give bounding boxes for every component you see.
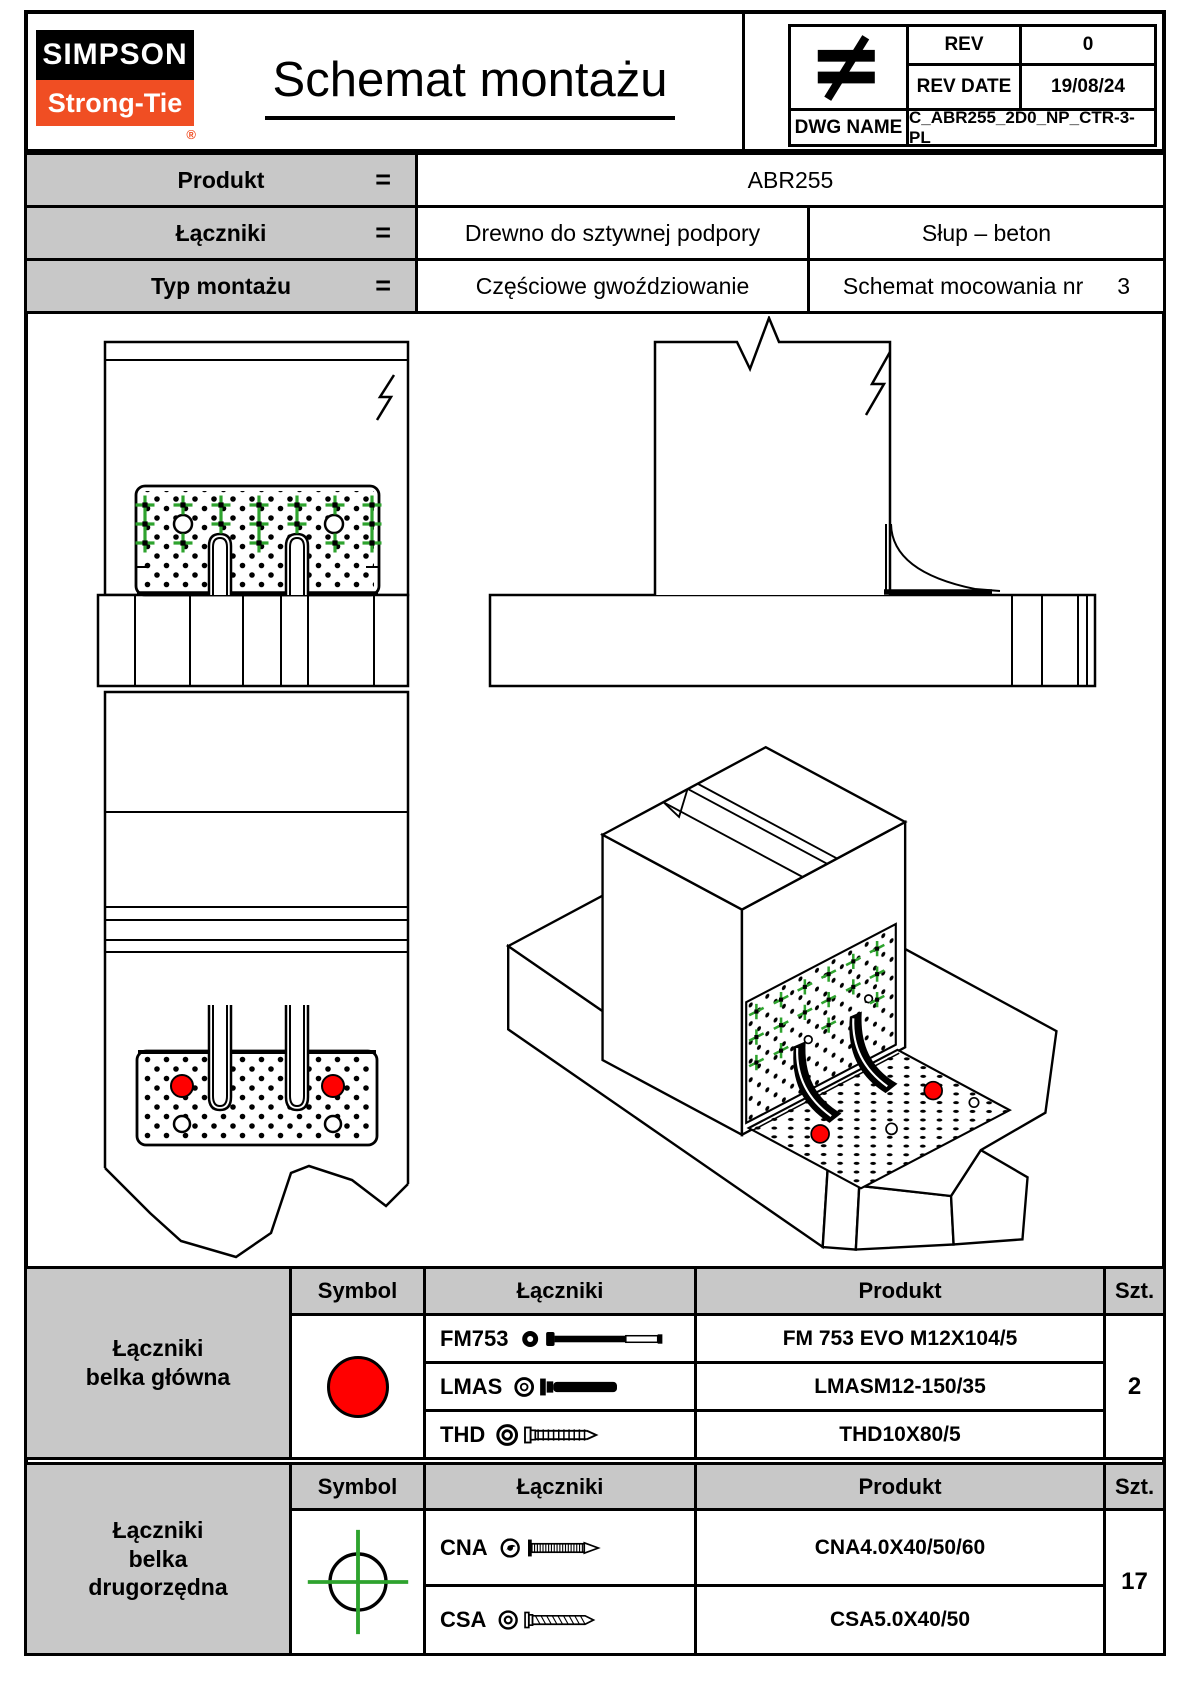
- not-equal-icon: [791, 27, 906, 108]
- fastener-code: THD: [440, 1421, 486, 1447]
- plan-view: [105, 692, 408, 1257]
- rev-value: 0: [1022, 27, 1154, 63]
- page-title: [200, 52, 740, 120]
- info-produkt-value: ABR255: [418, 155, 1163, 205]
- anchor-marker-red: [811, 1125, 829, 1143]
- fastener-table-secondary-beam: [24, 1462, 1166, 1656]
- green-crosshair-symbol: [300, 1526, 416, 1638]
- info-typ-value1: Częściowe gwoździowanie: [418, 261, 807, 311]
- registered-mark: ®: [186, 127, 196, 142]
- bolt-hole: [325, 515, 343, 533]
- fastener-row-lmas: [426, 1364, 694, 1409]
- info-laczniki-label: [27, 208, 415, 258]
- section-label-line: belka główna: [85, 1364, 231, 1390]
- equals-sign: =: [375, 217, 391, 248]
- bracket-side-profile: [884, 524, 1000, 592]
- csa-screw-icon: [496, 1603, 646, 1637]
- product-value: CSA5.0X40/50: [697, 1587, 1103, 1653]
- equals-sign: =: [375, 164, 391, 195]
- dwg-name-value: C_ABR255_2D0_NP_CTR-3-PL: [909, 111, 1154, 144]
- thd-screw-icon: [495, 1418, 645, 1452]
- info-laczniki-value1: Drewno do sztywnej podpory: [418, 208, 807, 258]
- lmas-bolt-icon: [512, 1370, 662, 1404]
- section-label-line: Łączniki: [112, 1335, 204, 1362]
- revision-table: [788, 24, 1157, 147]
- fastener-row-csa: [426, 1587, 694, 1653]
- fastener-code: LMAS: [440, 1373, 503, 1399]
- info-typ-label: [27, 261, 415, 311]
- anchor-marker-red: [322, 1075, 344, 1097]
- bolt-hole: [174, 1116, 190, 1132]
- bolt-hole: [174, 515, 192, 533]
- logo-strongtie: [36, 80, 196, 142]
- header-szt: Szt.: [1106, 1465, 1163, 1508]
- header-divider: [742, 14, 745, 149]
- anchor-marker-red: [924, 1082, 942, 1100]
- header-szt: Szt.: [1106, 1269, 1163, 1313]
- fastener-row-cna: [426, 1511, 694, 1584]
- header-produkt: Produkt: [697, 1269, 1103, 1313]
- side-view: [490, 318, 1095, 686]
- anchor-marker-red: [171, 1075, 193, 1097]
- header-symbol: Symbol: [292, 1269, 423, 1313]
- fastener-row-fm753: [426, 1316, 694, 1361]
- info-laczniki-label-text: Łączniki: [175, 219, 267, 246]
- technical-drawing: [28, 316, 1158, 1264]
- front-view: [98, 342, 408, 686]
- section-label-line: Łączniki: [112, 1516, 204, 1543]
- product-value: THD10X80/5: [697, 1412, 1103, 1457]
- fastener-code: CNA: [440, 1534, 488, 1560]
- section-label-secondary-beam: [27, 1465, 289, 1653]
- equals-sign: =: [375, 270, 391, 301]
- product-value: FM 753 EVO M12X104/5: [697, 1316, 1103, 1361]
- fastener-code: CSA: [440, 1607, 487, 1632]
- header-symbol: Symbol: [292, 1465, 423, 1508]
- info-laczniki-value2: Słup – beton: [810, 208, 1163, 258]
- symbol-cell-main-beam: [292, 1316, 423, 1457]
- support-front: [98, 595, 408, 686]
- logo-simpson: SIMPSON: [36, 30, 194, 80]
- red-dot-symbol: [327, 1356, 389, 1418]
- logo-strongtie-text: Strong-Tie: [47, 87, 183, 118]
- bolt-hole: [325, 1116, 341, 1132]
- qty-main-beam: 2: [1106, 1316, 1163, 1457]
- product-value: LMASM12-150/35: [697, 1364, 1103, 1409]
- section-label-line: drugorzędna: [88, 1574, 228, 1601]
- section-label-main-beam: [27, 1269, 289, 1457]
- fm753-bolt-icon: [518, 1322, 668, 1356]
- header-laczniki: Łączniki: [426, 1269, 694, 1313]
- rev-label: REV: [909, 27, 1019, 63]
- rev-date-label: REV DATE: [909, 66, 1019, 108]
- not-equal-icon-svg: [806, 35, 892, 101]
- dwg-name-label: DWG NAME: [791, 111, 906, 144]
- info-typ-value2: [810, 261, 1163, 311]
- fastener-row-thd: [426, 1412, 694, 1457]
- product-value: CNA4.0X40/50/60: [697, 1511, 1103, 1584]
- beam-side: [490, 595, 1095, 686]
- rev-date-value: 19/08/24: [1022, 66, 1154, 108]
- page-title-text: Schemat montażu: [265, 52, 676, 120]
- header-produkt: Produkt: [697, 1465, 1103, 1508]
- fastener-table-main-beam: [24, 1266, 1166, 1460]
- iso-view: [508, 747, 1056, 1249]
- info-typ-label-text: Typ montażu: [150, 272, 292, 299]
- flange-hole: [969, 1098, 978, 1107]
- post-side: [655, 318, 890, 595]
- info-produkt-label: [27, 155, 415, 205]
- header-laczniki: Łączniki: [426, 1465, 694, 1508]
- info-table: [24, 152, 1166, 314]
- cna-nail-icon: [498, 1531, 648, 1565]
- simpson-strongtie-logo: [36, 30, 196, 142]
- fastener-code: FM753: [440, 1325, 509, 1351]
- flange-hole: [886, 1123, 897, 1134]
- schemat-mocowania-text: Schemat mocowania nr: [842, 272, 1084, 299]
- info-produkt-label-text: Produkt: [177, 166, 265, 193]
- symbol-cell-secondary-beam: [292, 1511, 423, 1653]
- schemat-mocowania-number: 3: [1117, 272, 1131, 299]
- qty-secondary-beam: 17: [1106, 1511, 1163, 1653]
- section-label-line: belka: [128, 1545, 188, 1572]
